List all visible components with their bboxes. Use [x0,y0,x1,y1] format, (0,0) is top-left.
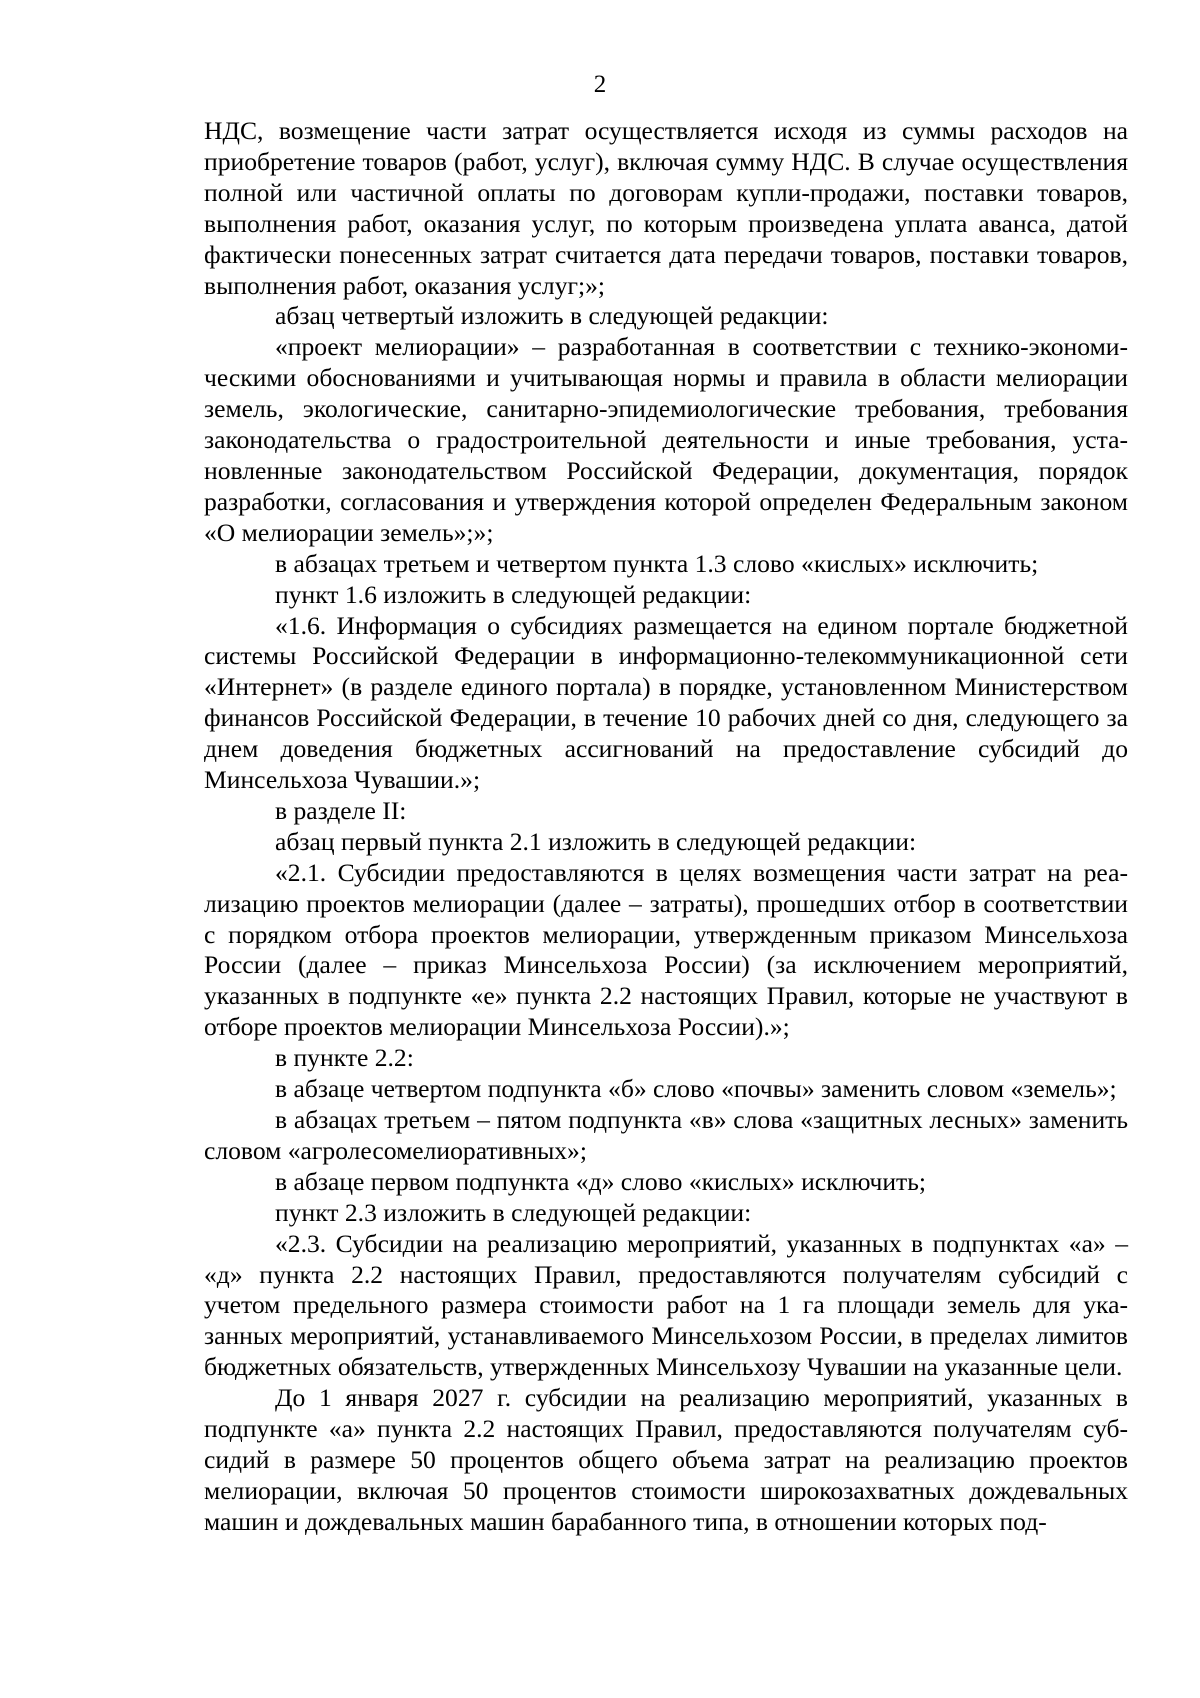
paragraph: абзац четвертый изложить в следующей редакции: [275,301,829,331]
page-number: 2 [593,71,607,98]
paragraph: в абзацах третьем и четвертом пункта 1.3 слово «кислых» исключить; [275,548,1039,578]
paragraph: в абзаце четвертом подпункта «б» слово «почвы» заменить словом «земель»; [275,1074,1117,1104]
paragraph: в разделе II: [275,795,407,825]
paragraph: «проект мелиорации» – разработанная в соответствии с технико-экономическими обоснованиями и учитывающая нормы и правила в области мелиорации земель, экологические, санитарно-эпидемиологические требования, требования законодательства о градостроительной деятельности и иные требования, установленные законодательством Российской Федерации, документация, порядок разработки, согласования и утверждения которой определен Федеральным законом «О мелиорации земель»;»; [204,332,1128,547]
paragraph: в пункте 2.2: [275,1043,414,1073]
paragraph: «2.3. Субсидии на реализацию мероприятий, указанных в подпунктах «а» – «д» пункта 2.2 настоящих Правил, предоставляются получателям субсидий с учетом предельного размера стоимости работ на 1 га площади земель для указанных мероприятий, устанавливаемого Минсельхозом России, в пределах лимитов бюджетных обязательств, утвержденных Минсельхозу Чувашии на указанные цели. [204,1228,1128,1382]
paragraph: пункт 2.3 изложить в следующей редакции: [275,1197,752,1227]
paragraph: «2.1. Субсидии предоставляются в целях возмещения части затрат на реализацию проектов мелиорации (далее – затраты), прошедших отбор в соответствии с порядком отбора проектов мелиорации, утвержденным приказом Минсельхоза России (далее – приказ Минсельхоза России) (за исключением мероприятий, указанных в подпункте «е» пункта 2.2 настоящих Правил, которые не участвуют в отборе проектов мелиорации Минсельхоза России).»; [204,857,1128,1042]
document-body [204,116,1128,1538]
paragraph-continuation: НДС, возмещение части затрат осуществляется исходя из суммы расходов на приобретение товаров (работ, услуг), включая сумму НДС. В случае осуществления полной или частичной оплаты по договорам купли-продажи, поставки товаров, выполнения работ, оказания услуг, по которым произведена уплата аванса, датой фактически понесенных затрат считается дата передачи товаров, поставки товаров, выполнения работ, оказания услуг;»; [204,116,1128,300]
paragraph: в абзацах третьем – пятом подпункта «в» слова «защитных лесных» заменить словом «агролесомелиоративных»; [204,1105,1128,1165]
paragraph: «1.6. Информация о субсидиях размещается на едином портале бюджетной системы Российской Федерации в информационно-телекоммуникационной сети «Интернет» (в разделе единого портала) в порядке, установленном Министерством финансов Российской Федерации, в течение 10 рабочих дней со дня, следующего за днем доведения бюджетных ассигнований на предоставление субсидий до Минсельхоза Чувашии.»; [204,610,1128,795]
paragraph: в абзаце первом подпункта «д» слово «кислых» исключить; [275,1166,927,1196]
paragraph: До 1 января 2027 г. субсидии на реализацию мероприятий, указанных в подпункте «а» пункта 2.2 настоящих Правил, предоставляются получателям субсидий в размере 50 процентов общего объема затрат на реализацию проектов мелиорации, включая 50 процентов стоимости широкозахватных дождевальных машин и дождевальных машин барабанного типа, в отношении которых под- [204,1383,1128,1536]
paragraph: абзац первый пункта 2.1 изложить в следующей редакции: [275,826,917,856]
paragraph: пункт 1.6 изложить в следующей редакции: [275,579,752,609]
